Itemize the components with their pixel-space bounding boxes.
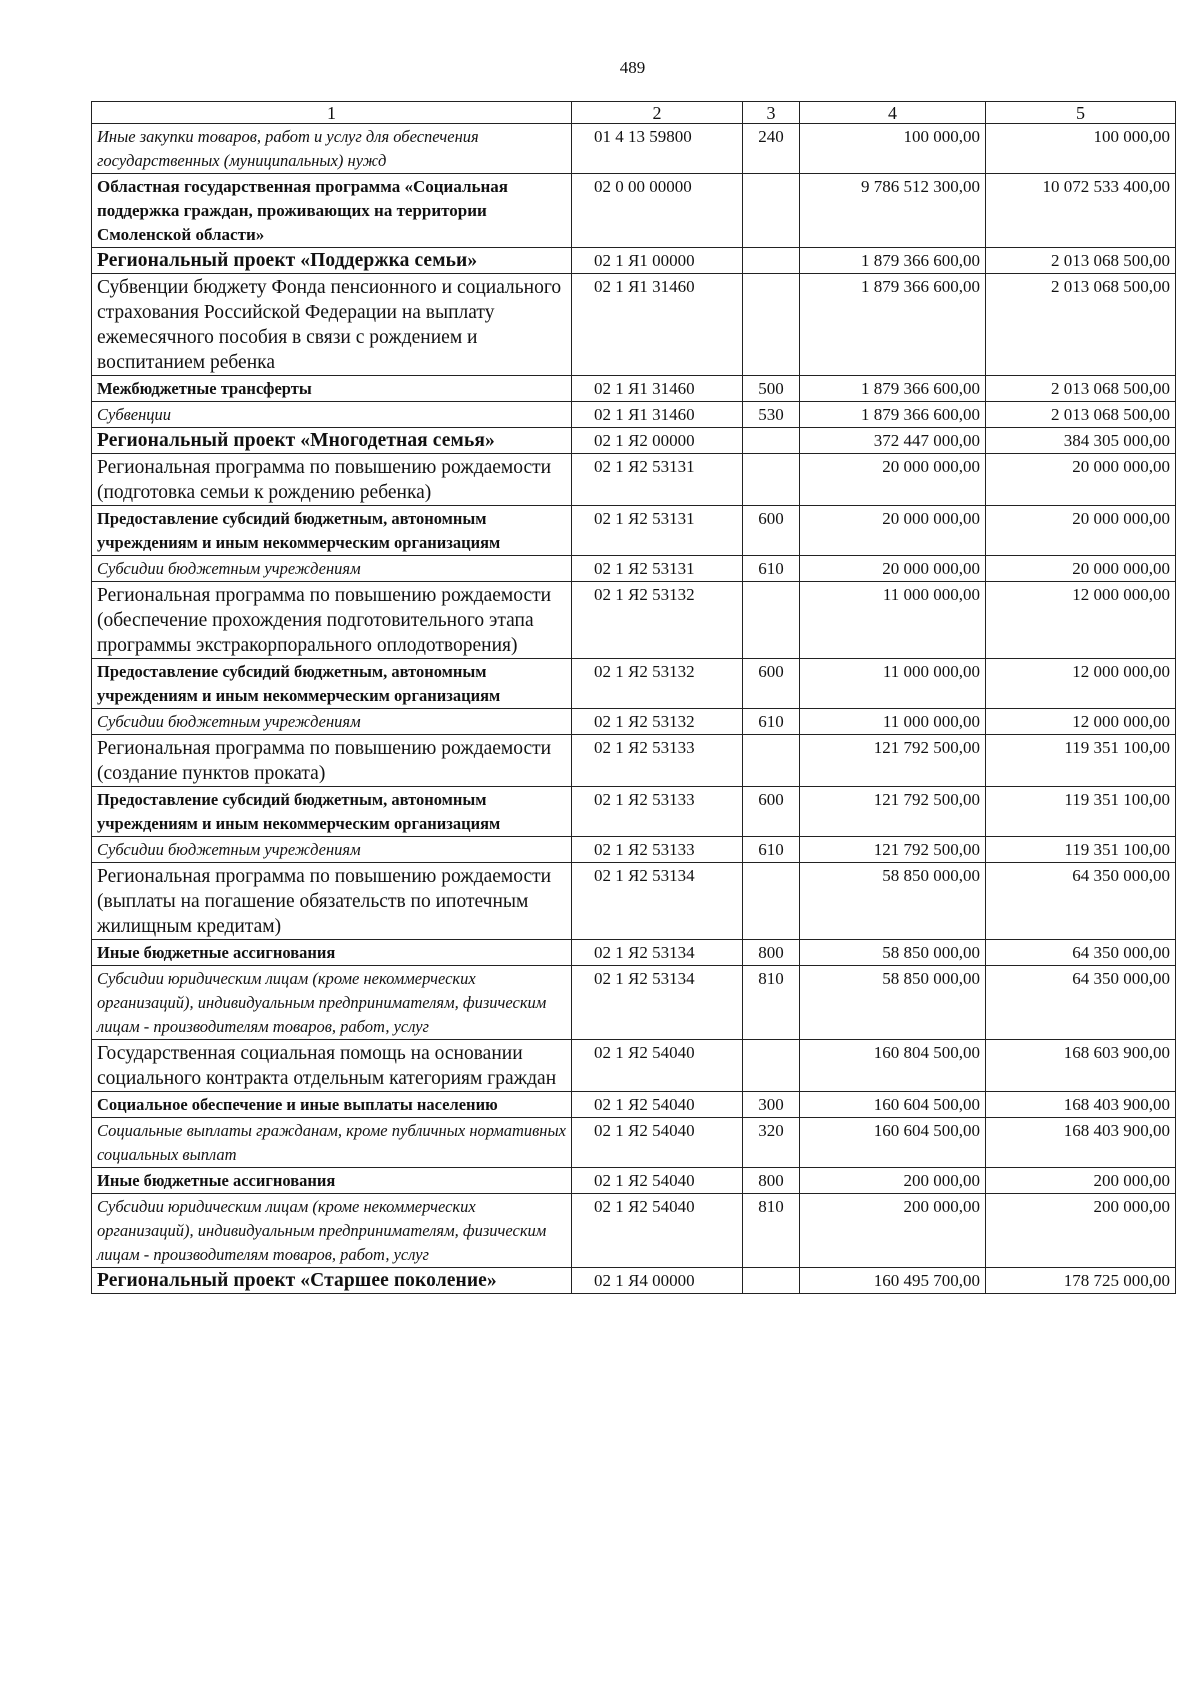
- table-row: [92, 248, 1176, 274]
- row-code-cell: 02 1 Я2 53133: [572, 735, 743, 787]
- table-row: [92, 787, 1176, 837]
- row-expense-type-cell: [743, 174, 800, 248]
- row-name-cell: Предоставление субсидий бюджетным, автономным учреждениям и иным некоммерческим организациям: [92, 506, 572, 556]
- row-amount-col5-cell: 178 725 000,00: [986, 1268, 1176, 1294]
- row-expense-type-cell: 800: [743, 940, 800, 966]
- row-code-cell: 02 1 Я1 31460: [572, 402, 743, 428]
- row-name-cell: Социальные выплаты гражданам, кроме публичных нормативных социальных выплат: [92, 1118, 572, 1168]
- table-row: [92, 966, 1176, 1040]
- row-code-cell: 02 1 Я2 00000: [572, 428, 743, 454]
- row-code-cell: 02 0 00 00000: [572, 174, 743, 248]
- row-name-cell: Социальное обеспечение и иные выплаты населению: [92, 1092, 572, 1118]
- row-expense-type-cell: 500: [743, 376, 800, 402]
- row-expense-type-cell: [743, 1268, 800, 1294]
- row-name-cell: Предоставление субсидий бюджетным, автономным учреждениям и иным некоммерческим организациям: [92, 659, 572, 709]
- row-expense-type-cell: [743, 428, 800, 454]
- table-row: [92, 506, 1176, 556]
- row-amount-col4-cell: 200 000,00: [800, 1194, 986, 1268]
- row-amount-col5-cell: 168 603 900,00: [986, 1040, 1176, 1092]
- table-row: [92, 709, 1176, 735]
- row-amount-col5-cell: 2 013 068 500,00: [986, 274, 1176, 376]
- table-row: [92, 1040, 1176, 1092]
- row-code-cell: 02 1 Я2 53131: [572, 506, 743, 556]
- table-row: [92, 402, 1176, 428]
- row-expense-type-cell: 530: [743, 402, 800, 428]
- row-code-cell: 02 1 Я2 53133: [572, 787, 743, 837]
- row-code-cell: 02 1 Я1 31460: [572, 274, 743, 376]
- row-amount-col5-cell: 10 072 533 400,00: [986, 174, 1176, 248]
- row-amount-col5-cell: 200 000,00: [986, 1194, 1176, 1268]
- table-row: [92, 1268, 1176, 1294]
- header-cell-4: 4: [800, 102, 986, 124]
- row-code-cell: 02 1 Я2 53134: [572, 966, 743, 1040]
- row-name-cell: Региональная программа по повышению рождаемости (создание пунктов проката): [92, 735, 572, 787]
- table-row: [92, 863, 1176, 940]
- row-amount-col4-cell: 58 850 000,00: [800, 940, 986, 966]
- row-code-cell: 02 1 Я1 31460: [572, 376, 743, 402]
- table-row: [92, 1168, 1176, 1194]
- row-amount-col4-cell: 160 604 500,00: [800, 1092, 986, 1118]
- row-amount-col4-cell: 20 000 000,00: [800, 556, 986, 582]
- header-cell-3: 3: [743, 102, 800, 124]
- row-code-cell: 02 1 Я1 00000: [572, 248, 743, 274]
- row-amount-col5-cell: 168 403 900,00: [986, 1092, 1176, 1118]
- table-row: [92, 376, 1176, 402]
- row-amount-col4-cell: 160 495 700,00: [800, 1268, 986, 1294]
- table-row: [92, 837, 1176, 863]
- row-amount-col5-cell: 2 013 068 500,00: [986, 402, 1176, 428]
- row-amount-col5-cell: 2 013 068 500,00: [986, 376, 1176, 402]
- row-expense-type-cell: [743, 863, 800, 940]
- row-amount-col4-cell: 200 000,00: [800, 1168, 986, 1194]
- row-amount-col4-cell: 1 879 366 600,00: [800, 274, 986, 376]
- table-row: [92, 582, 1176, 659]
- row-name-cell: Областная государственная программа «Социальная поддержка граждан, проживающих на территории Смоленской области»: [92, 174, 572, 248]
- row-code-cell: 02 1 Я2 53132: [572, 582, 743, 659]
- row-amount-col5-cell: 12 000 000,00: [986, 582, 1176, 659]
- row-name-cell: Региональный проект «Поддержка семьи»: [92, 248, 572, 274]
- row-code-cell: 02 1 Я2 53134: [572, 940, 743, 966]
- row-expense-type-cell: [743, 454, 800, 506]
- row-expense-type-cell: [743, 735, 800, 787]
- table-row: [92, 556, 1176, 582]
- row-amount-col4-cell: 20 000 000,00: [800, 454, 986, 506]
- row-amount-col5-cell: 100 000,00: [986, 124, 1176, 174]
- row-name-cell: Субсидии бюджетным учреждениям: [92, 709, 572, 735]
- header-cell-2: 2: [572, 102, 743, 124]
- row-expense-type-cell: 810: [743, 966, 800, 1040]
- row-amount-col5-cell: 119 351 100,00: [986, 735, 1176, 787]
- row-expense-type-cell: 240: [743, 124, 800, 174]
- row-amount-col5-cell: 12 000 000,00: [986, 659, 1176, 709]
- row-name-cell: Региональный проект «Многодетная семья»: [92, 428, 572, 454]
- row-amount-col4-cell: 1 879 366 600,00: [800, 376, 986, 402]
- page-number: 489: [619, 58, 646, 77]
- row-amount-col4-cell: 20 000 000,00: [800, 506, 986, 556]
- row-amount-col5-cell: 20 000 000,00: [986, 506, 1176, 556]
- row-code-cell: 02 1 Я2 54040: [572, 1092, 743, 1118]
- row-name-cell: Субсидии бюджетным учреждениям: [92, 837, 572, 863]
- row-code-cell: 02 1 Я2 54040: [572, 1168, 743, 1194]
- row-amount-col4-cell: 121 792 500,00: [800, 787, 986, 837]
- row-expense-type-cell: 320: [743, 1118, 800, 1168]
- table-row: [92, 1194, 1176, 1268]
- row-name-cell: Иные бюджетные ассигнования: [92, 1168, 572, 1194]
- row-amount-col4-cell: 11 000 000,00: [800, 582, 986, 659]
- row-code-cell: 02 1 Я2 53132: [572, 709, 743, 735]
- table-row: [92, 735, 1176, 787]
- table-row: [92, 454, 1176, 506]
- row-code-cell: 02 1 Я2 54040: [572, 1118, 743, 1168]
- budget-table-body: [92, 102, 1176, 1294]
- row-amount-col4-cell: 1 879 366 600,00: [800, 248, 986, 274]
- row-name-cell: Региональная программа по повышению рождаемости (подготовка семьи к рождению ребенка): [92, 454, 572, 506]
- table-header-row: [92, 102, 1176, 124]
- row-expense-type-cell: 300: [743, 1092, 800, 1118]
- row-expense-type-cell: [743, 274, 800, 376]
- row-name-cell: Субсидии юридическим лицам (кроме некоммерческих организаций), индивидуальным предпринимателям, физическим лицам - производителям товаров, работ, услуг: [92, 966, 572, 1040]
- row-name-cell: Межбюджетные трансферты: [92, 376, 572, 402]
- budget-table: [91, 101, 1176, 1294]
- row-amount-col4-cell: 11 000 000,00: [800, 659, 986, 709]
- table-row: [92, 124, 1176, 174]
- row-amount-col4-cell: 58 850 000,00: [800, 966, 986, 1040]
- row-amount-col4-cell: 100 000,00: [800, 124, 986, 174]
- row-amount-col4-cell: 121 792 500,00: [800, 735, 986, 787]
- header-cell-1: 1: [92, 102, 572, 124]
- row-code-cell: 02 1 Я2 53131: [572, 454, 743, 506]
- row-amount-col4-cell: 121 792 500,00: [800, 837, 986, 863]
- row-amount-col5-cell: 64 350 000,00: [986, 966, 1176, 1040]
- row-code-cell: 02 1 Я2 53134: [572, 863, 743, 940]
- row-amount-col4-cell: 372 447 000,00: [800, 428, 986, 454]
- row-name-cell: Субсидии бюджетным учреждениям: [92, 556, 572, 582]
- row-expense-type-cell: 800: [743, 1168, 800, 1194]
- row-amount-col4-cell: 1 879 366 600,00: [800, 402, 986, 428]
- row-expense-type-cell: 600: [743, 506, 800, 556]
- row-name-cell: Региональная программа по повышению рождаемости (выплаты на погашение обязательств по ипотечным жилищным кредитам): [92, 863, 572, 940]
- row-expense-type-cell: [743, 582, 800, 659]
- row-expense-type-cell: 610: [743, 709, 800, 735]
- table-row: [92, 940, 1176, 966]
- row-expense-type-cell: 600: [743, 659, 800, 709]
- row-expense-type-cell: 600: [743, 787, 800, 837]
- table-row: [92, 1092, 1176, 1118]
- row-amount-col4-cell: 58 850 000,00: [800, 863, 986, 940]
- row-code-cell: 02 1 Я2 53133: [572, 837, 743, 863]
- table-row: [92, 174, 1176, 248]
- row-code-cell: 02 1 Я2 53132: [572, 659, 743, 709]
- row-code-cell: 02 1 Я4 00000: [572, 1268, 743, 1294]
- row-amount-col5-cell: 64 350 000,00: [986, 863, 1176, 940]
- row-name-cell: Субвенции: [92, 402, 572, 428]
- row-expense-type-cell: [743, 1040, 800, 1092]
- row-name-cell: Региональная программа по повышению рождаемости (обеспечение прохождения подготовительного этапа программы экстракорпорального оплодотворения): [92, 582, 572, 659]
- row-name-cell: Региональный проект «Старшее поколение»: [92, 1268, 572, 1294]
- row-amount-col4-cell: 160 604 500,00: [800, 1118, 986, 1168]
- row-amount-col4-cell: 9 786 512 300,00: [800, 174, 986, 248]
- row-amount-col5-cell: 2 013 068 500,00: [986, 248, 1176, 274]
- row-amount-col5-cell: 20 000 000,00: [986, 454, 1176, 506]
- row-name-cell: Государственная социальная помощь на основании социального контракта отдельным категориям граждан: [92, 1040, 572, 1092]
- row-code-cell: 02 1 Я2 53131: [572, 556, 743, 582]
- row-code-cell: 01 4 13 59800: [572, 124, 743, 174]
- row-name-cell: Иные закупки товаров, работ и услуг для обеспечения государственных (муниципальных) нужд: [92, 124, 572, 174]
- table-row: [92, 1118, 1176, 1168]
- row-expense-type-cell: [743, 248, 800, 274]
- row-name-cell: Иные бюджетные ассигнования: [92, 940, 572, 966]
- row-expense-type-cell: 610: [743, 556, 800, 582]
- header-cell-5: 5: [986, 102, 1176, 124]
- row-amount-col5-cell: 200 000,00: [986, 1168, 1176, 1194]
- row-amount-col5-cell: 384 305 000,00: [986, 428, 1176, 454]
- row-amount-col4-cell: 160 804 500,00: [800, 1040, 986, 1092]
- row-amount-col5-cell: 119 351 100,00: [986, 837, 1176, 863]
- row-amount-col4-cell: 11 000 000,00: [800, 709, 986, 735]
- table-row: [92, 659, 1176, 709]
- table-row: [92, 274, 1176, 376]
- table-row: [92, 428, 1176, 454]
- row-code-cell: 02 1 Я2 54040: [572, 1040, 743, 1092]
- row-amount-col5-cell: 20 000 000,00: [986, 556, 1176, 582]
- row-name-cell: Предоставление субсидий бюджетным, автономным учреждениям и иным некоммерческим организациям: [92, 787, 572, 837]
- row-name-cell: Субвенции бюджету Фонда пенсионного и социального страхования Российской Федерации на выплату ежемесячного пособия в связи с рождением и воспитанием ребенка: [92, 274, 572, 376]
- row-amount-col5-cell: 119 351 100,00: [986, 787, 1176, 837]
- row-expense-type-cell: 810: [743, 1194, 800, 1268]
- row-code-cell: 02 1 Я2 54040: [572, 1194, 743, 1268]
- row-amount-col5-cell: 168 403 900,00: [986, 1118, 1176, 1168]
- row-amount-col5-cell: 64 350 000,00: [986, 940, 1176, 966]
- row-name-cell: Субсидии юридическим лицам (кроме некоммерческих организаций), индивидуальным предпринимателям, физическим лицам - производителям товаров, работ, услуг: [92, 1194, 572, 1268]
- row-expense-type-cell: 610: [743, 837, 800, 863]
- row-amount-col5-cell: 12 000 000,00: [986, 709, 1176, 735]
